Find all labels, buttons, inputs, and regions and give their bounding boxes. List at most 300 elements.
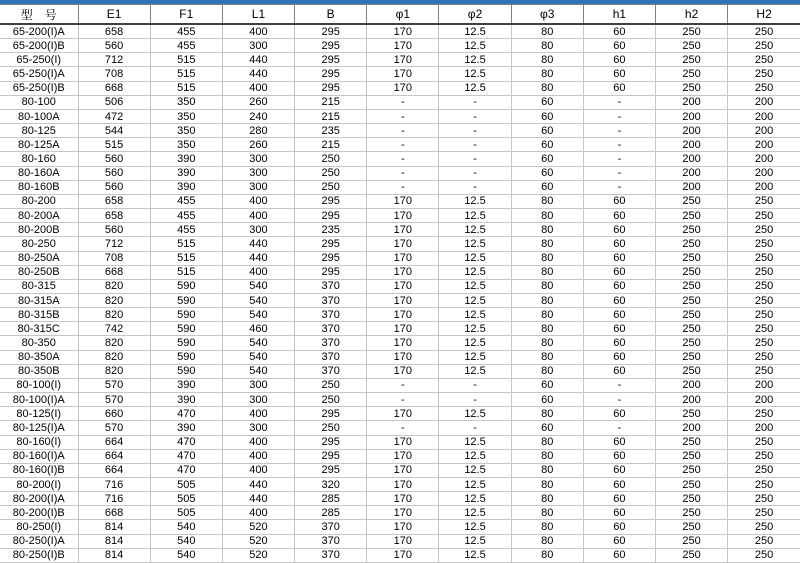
value-cell[interactable]: 60 [511,378,583,392]
value-cell[interactable]: 250 [728,265,800,279]
value-cell[interactable]: 80 [511,463,583,477]
value-cell[interactable]: 200 [656,138,728,152]
value-cell[interactable]: 80 [511,53,583,67]
value-cell[interactable]: 170 [367,407,439,421]
value-cell[interactable]: 170 [367,449,439,463]
value-cell[interactable]: 400 [222,463,294,477]
value-cell[interactable]: 250 [656,39,728,53]
value-cell[interactable]: 370 [295,336,367,350]
value-cell[interactable]: 515 [150,237,222,251]
value-cell[interactable]: 400 [222,24,294,39]
value-cell[interactable]: 60 [511,180,583,194]
model-cell[interactable]: 80-250 [0,237,78,251]
value-cell[interactable]: 570 [78,378,150,392]
value-cell[interactable]: 560 [78,223,150,237]
value-cell[interactable]: 60 [583,407,655,421]
value-cell[interactable]: 215 [295,138,367,152]
value-cell[interactable]: 200 [656,378,728,392]
value-cell[interactable]: 200 [728,124,800,138]
value-cell[interactable]: 12.5 [439,449,511,463]
value-cell[interactable]: 200 [656,180,728,194]
value-cell[interactable]: 540 [222,364,294,378]
value-cell[interactable]: 170 [367,194,439,208]
value-cell[interactable]: - [367,378,439,392]
value-cell[interactable]: 215 [295,95,367,109]
value-cell[interactable]: 350 [150,138,222,152]
value-cell[interactable]: 170 [367,293,439,307]
value-cell[interactable]: 250 [656,293,728,307]
value-cell[interactable]: 12.5 [439,407,511,421]
value-cell[interactable]: 250 [728,279,800,293]
value-cell[interactable]: 664 [78,463,150,477]
value-cell[interactable]: 250 [295,421,367,435]
value-cell[interactable]: 370 [295,364,367,378]
value-cell[interactable]: 170 [367,308,439,322]
value-cell[interactable]: 544 [78,124,150,138]
value-cell[interactable]: 60 [583,548,655,562]
value-cell[interactable]: 440 [222,53,294,67]
value-cell[interactable]: 60 [583,322,655,336]
value-cell[interactable]: 515 [150,67,222,81]
value-cell[interactable]: 12.5 [439,67,511,81]
value-cell[interactable]: 250 [656,364,728,378]
value-cell[interactable]: 12.5 [439,24,511,39]
value-cell[interactable]: 400 [222,449,294,463]
value-cell[interactable]: 80 [511,534,583,548]
value-cell[interactable]: 400 [222,209,294,223]
value-cell[interactable]: - [583,421,655,435]
value-cell[interactable]: 300 [222,421,294,435]
value-cell[interactable]: - [583,166,655,180]
value-cell[interactable]: 170 [367,53,439,67]
model-cell[interactable]: 80-350A [0,350,78,364]
value-cell[interactable]: - [439,180,511,194]
column-header[interactable]: B [295,5,367,25]
value-cell[interactable]: 295 [295,449,367,463]
value-cell[interactable]: 570 [78,393,150,407]
value-cell[interactable]: 200 [728,166,800,180]
value-cell[interactable]: 250 [656,237,728,251]
value-cell[interactable]: 60 [583,336,655,350]
value-cell[interactable]: 300 [222,378,294,392]
value-cell[interactable]: 250 [295,378,367,392]
value-cell[interactable]: 250 [656,24,728,39]
value-cell[interactable]: 80 [511,237,583,251]
value-cell[interactable]: - [367,421,439,435]
value-cell[interactable]: 80 [511,223,583,237]
value-cell[interactable]: 12.5 [439,478,511,492]
value-cell[interactable]: 250 [728,209,800,223]
value-cell[interactable]: 60 [583,194,655,208]
value-cell[interactable]: 250 [728,520,800,534]
model-cell[interactable]: 80-250(I)A [0,534,78,548]
value-cell[interactable]: 250 [728,53,800,67]
value-cell[interactable]: 200 [656,421,728,435]
value-cell[interactable]: 12.5 [439,506,511,520]
value-cell[interactable]: 664 [78,449,150,463]
value-cell[interactable]: 170 [367,39,439,53]
value-cell[interactable]: 400 [222,194,294,208]
value-cell[interactable]: 505 [150,492,222,506]
value-cell[interactable]: 80 [511,492,583,506]
value-cell[interactable]: 170 [367,67,439,81]
model-cell[interactable]: 80-160(I) [0,435,78,449]
value-cell[interactable]: 200 [728,138,800,152]
value-cell[interactable]: 820 [78,364,150,378]
value-cell[interactable]: 455 [150,223,222,237]
model-cell[interactable]: 80-125(I)A [0,421,78,435]
model-cell[interactable]: 80-200B [0,223,78,237]
value-cell[interactable]: 250 [728,322,800,336]
value-cell[interactable]: 295 [295,209,367,223]
value-cell[interactable]: 80 [511,251,583,265]
value-cell[interactable]: 520 [222,520,294,534]
value-cell[interactable]: 250 [656,435,728,449]
model-cell[interactable]: 80-160(I)B [0,463,78,477]
value-cell[interactable]: 590 [150,336,222,350]
value-cell[interactable]: 60 [583,534,655,548]
value-cell[interactable]: 12.5 [439,223,511,237]
column-header[interactable]: 型 号 [0,5,78,25]
value-cell[interactable]: 200 [656,109,728,123]
value-cell[interactable]: 250 [728,251,800,265]
value-cell[interactable]: 60 [511,166,583,180]
value-cell[interactable]: 80 [511,548,583,562]
value-cell[interactable]: - [439,124,511,138]
model-cell[interactable]: 80-250(I)B [0,548,78,562]
value-cell[interactable]: 170 [367,463,439,477]
value-cell[interactable]: 540 [150,548,222,562]
value-cell[interactable]: 295 [295,463,367,477]
value-cell[interactable]: - [439,421,511,435]
value-cell[interactable]: 80 [511,407,583,421]
value-cell[interactable]: 215 [295,109,367,123]
value-cell[interactable]: 250 [656,506,728,520]
value-cell[interactable]: 250 [728,81,800,95]
model-cell[interactable]: 65-200(I)B [0,39,78,53]
value-cell[interactable]: 300 [222,223,294,237]
model-cell[interactable]: 80-315C [0,322,78,336]
value-cell[interactable]: 250 [728,534,800,548]
value-cell[interactable]: 708 [78,67,150,81]
value-cell[interactable]: 200 [728,378,800,392]
value-cell[interactable]: 590 [150,279,222,293]
value-cell[interactable]: 295 [295,53,367,67]
value-cell[interactable]: 250 [656,265,728,279]
value-cell[interactable]: 658 [78,24,150,39]
value-cell[interactable]: 60 [583,520,655,534]
value-cell[interactable]: 455 [150,194,222,208]
model-cell[interactable]: 80-250A [0,251,78,265]
value-cell[interactable]: 235 [295,223,367,237]
value-cell[interactable]: 250 [728,463,800,477]
value-cell[interactable]: 170 [367,279,439,293]
value-cell[interactable]: 60 [583,449,655,463]
model-cell[interactable]: 80-160B [0,180,78,194]
value-cell[interactable]: 716 [78,492,150,506]
value-cell[interactable]: 80 [511,209,583,223]
value-cell[interactable]: - [439,109,511,123]
value-cell[interactable]: 455 [150,24,222,39]
value-cell[interactable]: 80 [511,435,583,449]
value-cell[interactable]: 390 [150,152,222,166]
value-cell[interactable]: 250 [295,166,367,180]
value-cell[interactable]: 370 [295,279,367,293]
value-cell[interactable]: 295 [295,39,367,53]
column-header[interactable]: h2 [656,5,728,25]
value-cell[interactable]: 250 [656,350,728,364]
value-cell[interactable]: 250 [656,336,728,350]
column-header[interactable]: φ2 [439,5,511,25]
value-cell[interactable]: 170 [367,209,439,223]
value-cell[interactable]: 590 [150,308,222,322]
value-cell[interactable]: 590 [150,350,222,364]
value-cell[interactable]: 250 [656,548,728,562]
value-cell[interactable]: 250 [656,520,728,534]
value-cell[interactable]: 60 [511,124,583,138]
value-cell[interactable]: 250 [728,478,800,492]
value-cell[interactable]: 80 [511,478,583,492]
value-cell[interactable]: 80 [511,449,583,463]
value-cell[interactable]: 12.5 [439,237,511,251]
value-cell[interactable]: 460 [222,322,294,336]
value-cell[interactable]: 60 [583,435,655,449]
value-cell[interactable]: 590 [150,322,222,336]
value-cell[interactable]: 370 [295,322,367,336]
value-cell[interactable]: 80 [511,364,583,378]
value-cell[interactable]: 80 [511,506,583,520]
value-cell[interactable]: 440 [222,251,294,265]
value-cell[interactable]: 350 [150,124,222,138]
value-cell[interactable]: 80 [511,24,583,39]
value-cell[interactable]: 200 [728,180,800,194]
column-header[interactable]: F1 [150,5,222,25]
value-cell[interactable]: 820 [78,308,150,322]
value-cell[interactable]: 300 [222,152,294,166]
value-cell[interactable]: - [439,95,511,109]
value-cell[interactable]: 515 [150,53,222,67]
value-cell[interactable]: 470 [150,435,222,449]
value-cell[interactable]: 260 [222,95,294,109]
value-cell[interactable]: 12.5 [439,265,511,279]
value-cell[interactable]: - [367,138,439,152]
value-cell[interactable]: 708 [78,251,150,265]
value-cell[interactable]: 668 [78,265,150,279]
value-cell[interactable]: 200 [728,152,800,166]
value-cell[interactable]: 250 [728,350,800,364]
model-cell[interactable]: 80-200 [0,194,78,208]
value-cell[interactable]: - [439,138,511,152]
value-cell[interactable]: 250 [728,407,800,421]
value-cell[interactable]: 200 [656,124,728,138]
model-cell[interactable]: 80-200(I)B [0,506,78,520]
value-cell[interactable]: 170 [367,24,439,39]
value-cell[interactable]: 12.5 [439,463,511,477]
value-cell[interactable]: 60 [511,138,583,152]
value-cell[interactable]: 300 [222,39,294,53]
value-cell[interactable]: - [439,393,511,407]
value-cell[interactable]: 170 [367,265,439,279]
value-cell[interactable]: 80 [511,81,583,95]
value-cell[interactable]: - [583,95,655,109]
value-cell[interactable]: 60 [511,109,583,123]
value-cell[interactable]: 250 [656,194,728,208]
value-cell[interactable]: - [583,180,655,194]
model-cell[interactable]: 65-250(I)A [0,67,78,81]
value-cell[interactable]: 285 [295,506,367,520]
value-cell[interactable]: 60 [583,293,655,307]
value-cell[interactable]: - [439,152,511,166]
value-cell[interactable]: 80 [511,308,583,322]
value-cell[interactable]: 540 [150,520,222,534]
model-cell[interactable]: 80-200(I)A [0,492,78,506]
column-header[interactable]: φ1 [367,5,439,25]
value-cell[interactable]: - [439,378,511,392]
value-cell[interactable]: - [583,138,655,152]
value-cell[interactable]: 80 [511,520,583,534]
value-cell[interactable]: 60 [511,152,583,166]
value-cell[interactable]: 80 [511,67,583,81]
value-cell[interactable]: 440 [222,237,294,251]
value-cell[interactable]: 295 [295,435,367,449]
value-cell[interactable]: 285 [295,492,367,506]
value-cell[interactable]: 400 [222,407,294,421]
value-cell[interactable]: 170 [367,534,439,548]
value-cell[interactable]: 515 [150,265,222,279]
value-cell[interactable]: 540 [222,279,294,293]
value-cell[interactable]: 470 [150,407,222,421]
value-cell[interactable]: 505 [150,478,222,492]
value-cell[interactable]: 370 [295,293,367,307]
model-cell[interactable]: 80-160(I)A [0,449,78,463]
value-cell[interactable]: 250 [728,449,800,463]
value-cell[interactable]: 712 [78,53,150,67]
value-cell[interactable]: 440 [222,67,294,81]
value-cell[interactable]: 170 [367,492,439,506]
value-cell[interactable]: 170 [367,336,439,350]
value-cell[interactable]: 12.5 [439,39,511,53]
value-cell[interactable]: 60 [511,393,583,407]
value-cell[interactable]: 235 [295,124,367,138]
model-cell[interactable]: 80-315 [0,279,78,293]
model-cell[interactable]: 80-100 [0,95,78,109]
value-cell[interactable]: 250 [728,435,800,449]
value-cell[interactable]: 200 [656,393,728,407]
value-cell[interactable]: 295 [295,407,367,421]
value-cell[interactable]: 506 [78,95,150,109]
value-cell[interactable]: - [367,124,439,138]
model-cell[interactable]: 80-250(I) [0,520,78,534]
value-cell[interactable]: 60 [583,39,655,53]
value-cell[interactable]: 170 [367,506,439,520]
value-cell[interactable]: 12.5 [439,435,511,449]
value-cell[interactable]: 60 [583,67,655,81]
column-header[interactable]: L1 [222,5,294,25]
value-cell[interactable]: 350 [150,95,222,109]
value-cell[interactable]: 60 [583,251,655,265]
value-cell[interactable]: 250 [728,506,800,520]
model-cell[interactable]: 80-100A [0,109,78,123]
value-cell[interactable]: 540 [222,293,294,307]
value-cell[interactable]: 250 [656,463,728,477]
value-cell[interactable]: 250 [656,534,728,548]
value-cell[interactable]: 250 [728,194,800,208]
value-cell[interactable]: 470 [150,449,222,463]
value-cell[interactable]: 590 [150,293,222,307]
value-cell[interactable]: 60 [583,350,655,364]
value-cell[interactable]: - [367,166,439,180]
value-cell[interactable]: 820 [78,293,150,307]
value-cell[interactable]: 520 [222,548,294,562]
value-cell[interactable]: 170 [367,223,439,237]
value-cell[interactable]: 250 [656,449,728,463]
model-cell[interactable]: 80-250B [0,265,78,279]
value-cell[interactable]: 250 [656,322,728,336]
value-cell[interactable]: 170 [367,237,439,251]
value-cell[interactable]: 300 [222,393,294,407]
value-cell[interactable]: 60 [583,463,655,477]
value-cell[interactable]: 370 [295,548,367,562]
value-cell[interactable]: 170 [367,322,439,336]
value-cell[interactable]: 170 [367,81,439,95]
value-cell[interactable]: 60 [583,223,655,237]
model-cell[interactable]: 80-350 [0,336,78,350]
value-cell[interactable]: - [367,95,439,109]
column-header[interactable]: H2 [728,5,800,25]
value-cell[interactable]: 668 [78,506,150,520]
value-cell[interactable]: 250 [728,364,800,378]
value-cell[interactable]: 250 [295,393,367,407]
value-cell[interactable]: 260 [222,138,294,152]
value-cell[interactable]: 560 [78,180,150,194]
value-cell[interactable]: 300 [222,180,294,194]
value-cell[interactable]: 170 [367,478,439,492]
value-cell[interactable]: 295 [295,24,367,39]
value-cell[interactable]: 200 [728,95,800,109]
value-cell[interactable]: - [583,393,655,407]
model-cell[interactable]: 80-160A [0,166,78,180]
value-cell[interactable]: 12.5 [439,279,511,293]
value-cell[interactable]: 716 [78,478,150,492]
model-cell[interactable]: 65-200(I)A [0,24,78,39]
value-cell[interactable]: 250 [656,478,728,492]
value-cell[interactable]: 560 [78,166,150,180]
value-cell[interactable]: 12.5 [439,520,511,534]
value-cell[interactable]: 540 [222,336,294,350]
value-cell[interactable]: 200 [656,166,728,180]
value-cell[interactable]: 12.5 [439,350,511,364]
value-cell[interactable]: 12.5 [439,308,511,322]
value-cell[interactable]: 658 [78,209,150,223]
model-cell[interactable]: 80-315A [0,293,78,307]
value-cell[interactable]: 814 [78,520,150,534]
value-cell[interactable]: 60 [583,237,655,251]
model-cell[interactable]: 80-200(I) [0,478,78,492]
value-cell[interactable]: 12.5 [439,81,511,95]
value-cell[interactable]: 250 [656,251,728,265]
value-cell[interactable]: - [367,180,439,194]
value-cell[interactable]: 370 [295,534,367,548]
value-cell[interactable]: 60 [583,478,655,492]
value-cell[interactable]: 295 [295,81,367,95]
value-cell[interactable]: 250 [656,407,728,421]
value-cell[interactable]: 60 [583,209,655,223]
value-cell[interactable]: 400 [222,81,294,95]
value-cell[interactable]: 80 [511,194,583,208]
value-cell[interactable]: - [367,152,439,166]
value-cell[interactable]: 515 [150,81,222,95]
value-cell[interactable]: 370 [295,520,367,534]
